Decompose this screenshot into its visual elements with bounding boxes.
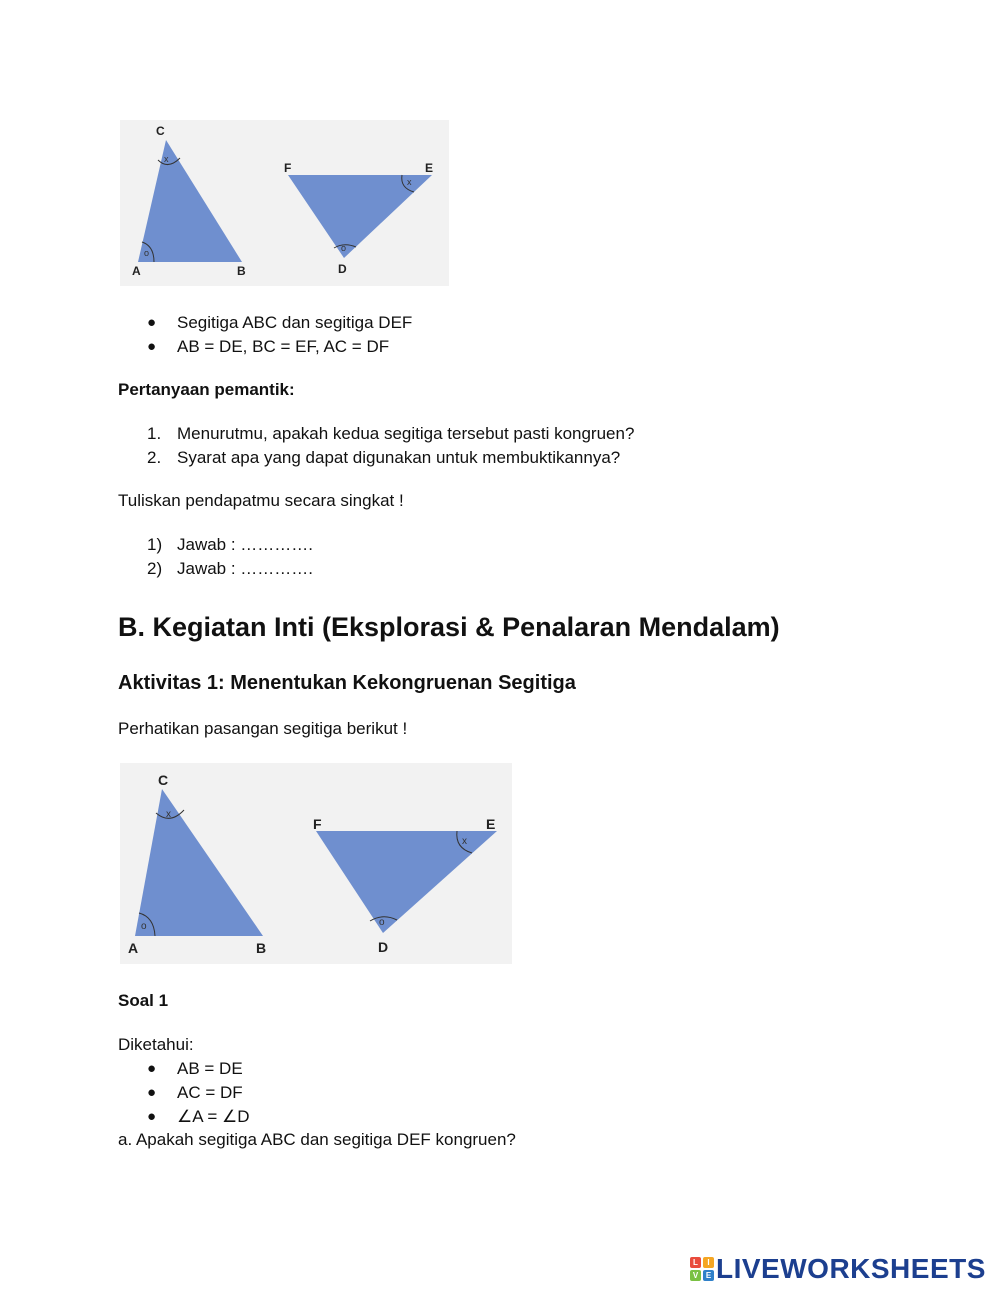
bullet-icon: ●: [147, 1108, 157, 1125]
bullet-icon: ●: [147, 338, 157, 355]
list-item: ∠A = ∠D: [177, 1107, 250, 1126]
section-b-title: B. Kegiatan Inti (Eksplorasi & Penalaran Mendalam): [118, 612, 780, 642]
vertex-e: E: [425, 161, 434, 175]
bullet-icon: ●: [147, 1084, 157, 1101]
semantic-questions-heading: Pertanyaan pemantik:: [118, 380, 295, 399]
vertex-d: D: [338, 262, 347, 276]
vertex-f: F: [313, 816, 322, 832]
activity-title: Aktivitas 1: Menentukan Kekongruenan Segitiga: [118, 672, 576, 694]
liveworksheets-logo: [690, 1253, 986, 1285]
logo-letter: V: [690, 1270, 701, 1281]
vertex-d: D: [378, 939, 389, 955]
logo-mark-icon: [690, 1257, 714, 1281]
triangle-abc: [138, 140, 242, 262]
answer-field-2[interactable]: Jawab : ………….: [177, 559, 314, 578]
vertex-a: A: [128, 940, 139, 956]
bullet-icon: ●: [147, 314, 157, 331]
list-item: AB = DE, BC = EF, AC = DF: [177, 337, 390, 356]
question-a: a. Apakah segitiga ABC dan segitiga DEF kongruen?: [118, 1130, 516, 1149]
vertex-c: C: [156, 124, 165, 138]
triangle-def: [316, 831, 497, 933]
angle-mark-a: o: [144, 248, 150, 258]
list-number: 1): [147, 535, 163, 554]
given-label: Diketahui:: [118, 1035, 194, 1054]
angle-mark-a: o: [141, 921, 147, 932]
angle-mark-c: x: [164, 154, 169, 164]
vertex-b: B: [237, 264, 246, 278]
logo-text: LIVEWORKSHEETS: [716, 1253, 986, 1284]
logo-letter: L: [690, 1257, 701, 1268]
list-item: Segitiga ABC dan segitiga DEF: [177, 313, 413, 332]
angle-mark-e: x: [407, 177, 412, 187]
bullet-icon: ●: [147, 1060, 157, 1077]
triangle-def: [288, 175, 432, 258]
angle-mark-d: o: [341, 243, 347, 253]
list-item: AC = DF: [177, 1083, 243, 1102]
list-number: 2.: [147, 448, 162, 467]
vertex-b: B: [256, 940, 267, 956]
list-item: Menurutmu, apakah kedua segitiga tersebut pasti kongruen?: [177, 424, 635, 443]
answer-field-1[interactable]: Jawab : ………….: [177, 535, 314, 554]
instruction-text: Tuliskan pendapatmu secara singkat !: [118, 491, 404, 510]
angle-mark-d: o: [379, 917, 385, 928]
vertex-a: A: [132, 264, 141, 278]
vertex-c: C: [158, 772, 169, 788]
list-item: AB = DE: [177, 1059, 243, 1078]
activity-intro: Perhatikan pasangan segitiga berikut !: [118, 719, 408, 738]
triangles-figure-2: [120, 763, 512, 964]
triangle-abc: [135, 789, 263, 936]
logo-letter: E: [703, 1270, 714, 1281]
list-number: 2): [147, 559, 163, 578]
triangles-figure-1: [120, 120, 449, 286]
vertex-f: F: [284, 161, 292, 175]
list-number: 1.: [147, 424, 162, 443]
logo-letter: I: [703, 1257, 714, 1268]
vertex-e: E: [486, 816, 496, 832]
problem-1-heading: Soal 1: [118, 991, 169, 1010]
triangles-svg-1: [120, 120, 449, 286]
angle-mark-e: x: [462, 836, 467, 847]
list-item: Syarat apa yang dapat digunakan untuk membuktikannya?: [177, 448, 621, 467]
triangles-svg-2: [120, 763, 512, 964]
angle-mark-c: x: [166, 809, 171, 820]
